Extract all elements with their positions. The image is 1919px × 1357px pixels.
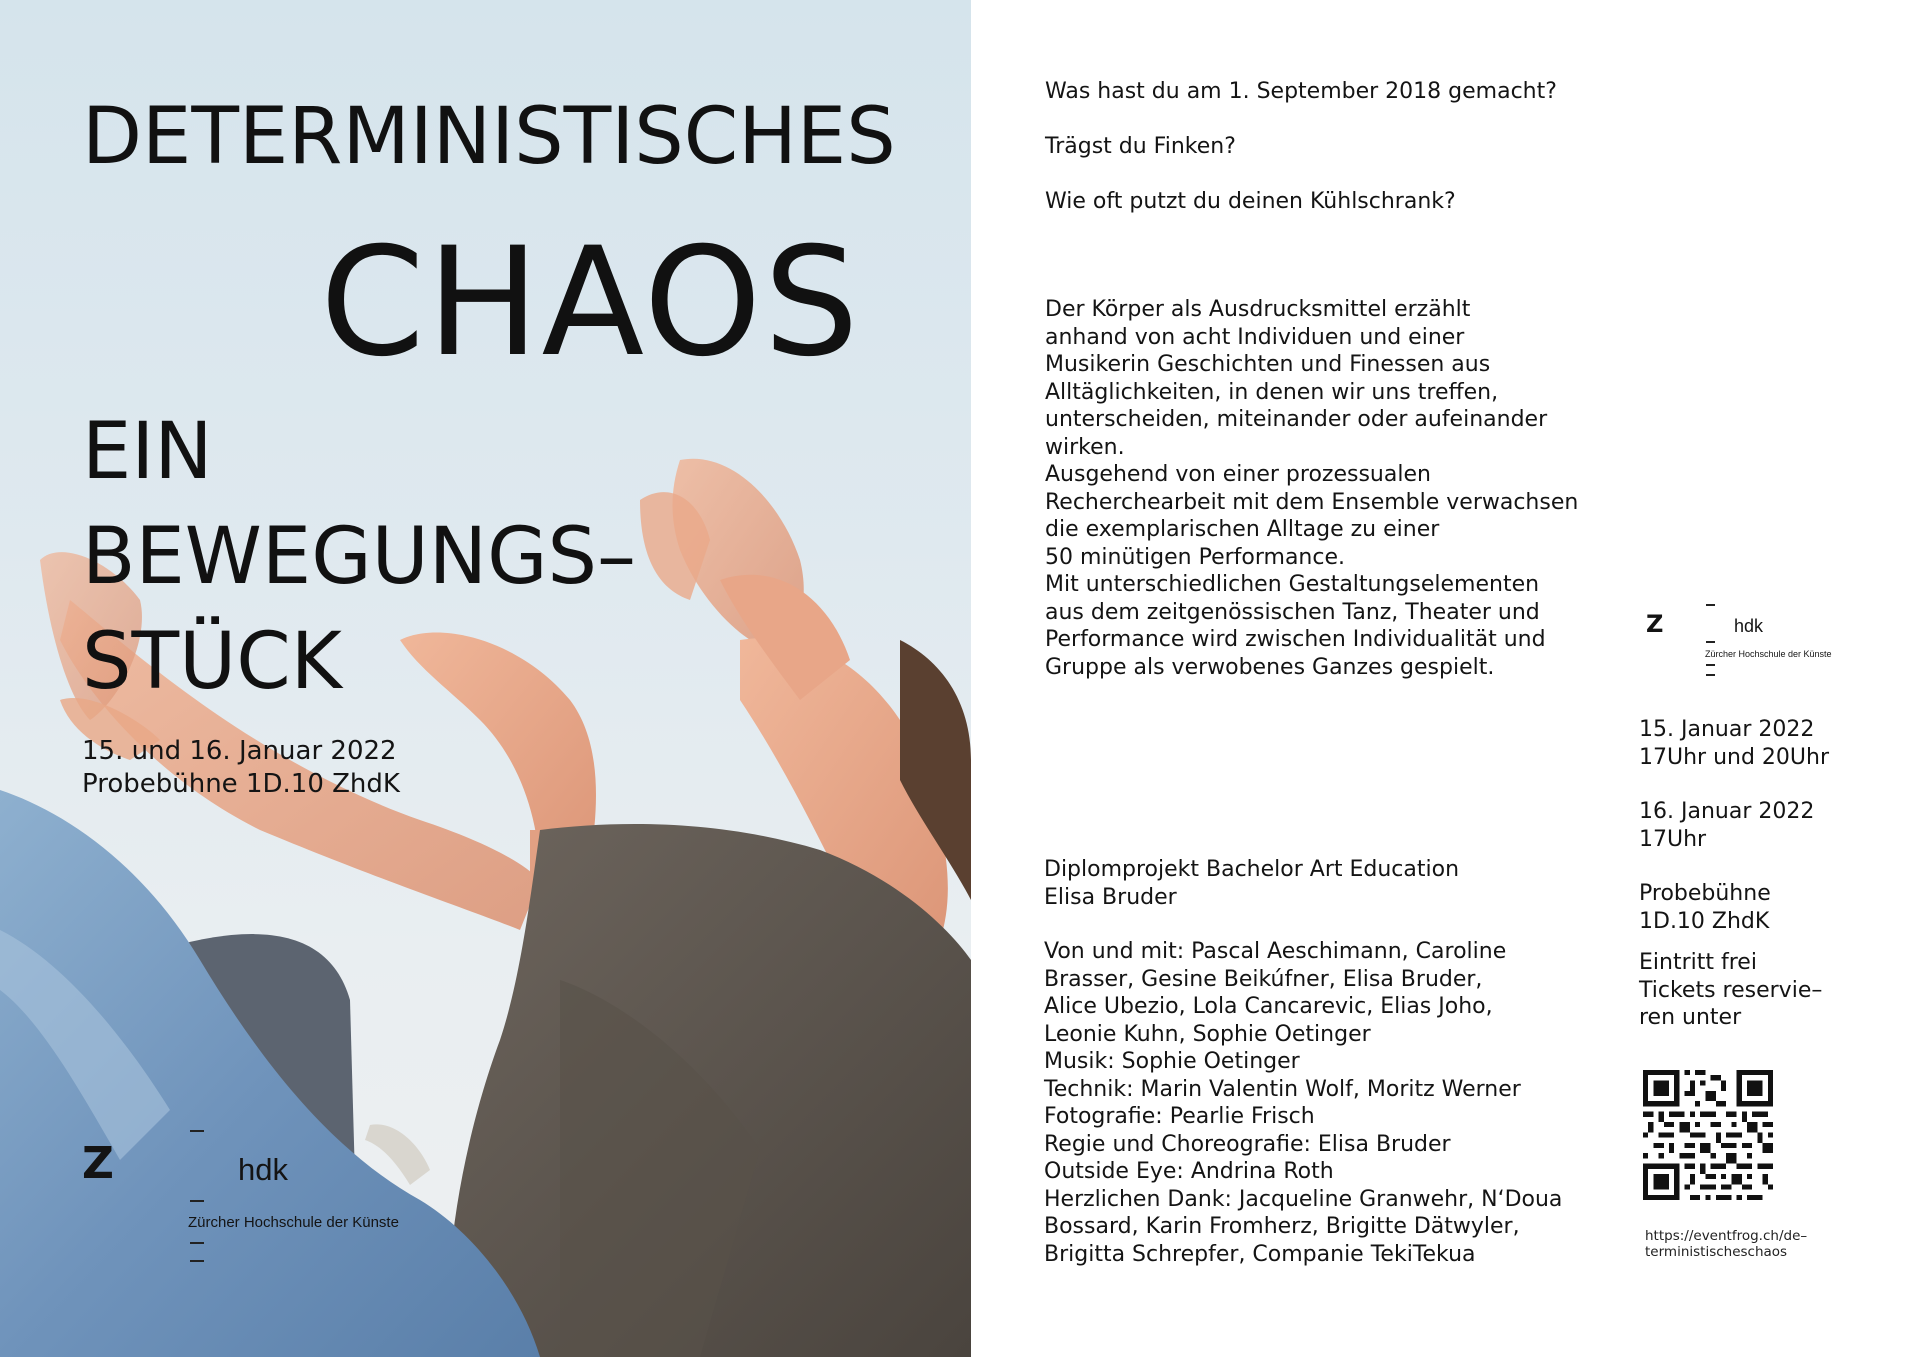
description-line: Musikerin Geschichten und Finessen aus <box>1045 352 1491 377</box>
description-line: 50 minütigen Performance. <box>1045 544 1345 570</box>
venue-line: 1D.10 ZhdK <box>1639 908 1770 934</box>
poster-venue: Probebühne 1D.10 ZhdK <box>82 769 400 799</box>
ticket-url[interactable] <box>1645 1228 1807 1260</box>
title-line-2: CHAOS <box>320 216 861 390</box>
credits-line: Brasser, Gesine Beikúfner, Elisa Bruder, <box>1044 966 1483 992</box>
project-info <box>1044 856 1459 911</box>
description-line: Ausgehend von einer prozessualen <box>1045 462 1431 487</box>
credits-line: Regie und Choreografie: Elisa Bruder <box>1044 1131 1451 1157</box>
description-line: Performance wird zwischen Individualität und <box>1045 627 1546 652</box>
credits-line: Brigitta Schrepfer, Companie TekiTekua <box>1044 1241 1476 1267</box>
venue-block <box>1639 880 1829 935</box>
poster-date: 15. und 16. Januar 2022 <box>82 736 397 766</box>
credits-line: Musik: Sophie Oetinger <box>1044 1049 1300 1074</box>
subtitle-line: STÜCK <box>82 617 342 707</box>
ticket-url-line[interactable]: terministischeschaos <box>1645 1244 1788 1260</box>
question: Wie oft putzt du deinen Kühlschrank? <box>1045 189 1456 214</box>
description-line: unterscheiden, miteinander oder aufeinander <box>1045 407 1548 432</box>
date-block-1 <box>1639 716 1829 771</box>
description-line: Gruppe als verwobenes Ganzes gespielt. <box>1045 654 1495 680</box>
credits-line: Von und mit: Pascal Aeschimann, Caroline <box>1044 939 1507 964</box>
qr-code-icon[interactable] <box>1643 1070 1773 1200</box>
venue-line: Probebühne <box>1639 881 1771 906</box>
zhdk-logo-icon <box>82 1120 442 1270</box>
credits-line: Alice Ubezio, Lola Cancarevic, Elias Joho, <box>1044 994 1493 1019</box>
credits-line: Herzlichen Dank: Jacqueline Granwehr, N‘Doua <box>1044 1186 1563 1212</box>
description-line: aus dem zeitgenössischen Tanz, Theater und <box>1045 599 1540 625</box>
description-line: Mit unterschiedlichen Gestaltungselementen <box>1045 572 1540 597</box>
tickets-block <box>1639 949 1829 1032</box>
logo-name: hdk <box>1734 616 1764 636</box>
tickets-line: ren unter <box>1639 1005 1742 1030</box>
date-times: 17Uhr und 20Uhr <box>1639 744 1830 770</box>
credits-line: Outside Eye: Andrina Roth <box>1044 1159 1334 1184</box>
ticket-url-line[interactable]: https://eventfrog.ch/de– <box>1645 1228 1808 1244</box>
description <box>1045 296 1578 681</box>
tickets-line: Eintritt frei <box>1639 950 1757 975</box>
poster-date-venue <box>82 735 400 801</box>
logo-school: Zürcher Hochschule der Künste <box>188 1214 399 1231</box>
question: Was hast du am 1. September 2018 gemacht? <box>1045 79 1557 104</box>
credits-line: Bossard, Karin Fromherz, Brigitte Dätwyler, <box>1044 1214 1520 1239</box>
credits-line: Fotografie: Pearlie Frisch <box>1044 1104 1315 1129</box>
description-line: anhand von acht Individuen und einer <box>1045 324 1465 350</box>
logo-name: hdk <box>238 1152 288 1187</box>
question: Trägst du Finken? <box>1045 134 1236 159</box>
logo-letter: Z <box>82 1138 114 1189</box>
project-author: Elisa Bruder <box>1044 884 1177 910</box>
description-line: Der Körper als Ausdrucksmittel erzählt <box>1045 297 1471 322</box>
subtitle-line: EIN <box>82 407 213 497</box>
credits-line: Technik: Marin Valentin Wolf, Moritz Werner <box>1044 1076 1521 1102</box>
questions <box>1045 78 1557 216</box>
date-times: 17Uhr <box>1639 826 1707 852</box>
tickets-line: Tickets reservie– <box>1639 977 1823 1003</box>
project-title: Diplomprojekt Bachelor Art Education <box>1044 857 1460 882</box>
description-line: Recherchearbeit mit dem Ensemble verwachsen <box>1045 489 1579 515</box>
title-line-1: DETERMINISTISCHES <box>82 92 896 182</box>
description-line: Alltäglichkeiten, in denen wir uns treffen, <box>1045 379 1499 405</box>
credits <box>1044 938 1562 1268</box>
schedule <box>1639 716 1829 1032</box>
zhdk-logo-icon <box>1646 600 1846 680</box>
date-day: 15. Januar 2022 <box>1639 717 1815 742</box>
date-block-2 <box>1639 798 1829 853</box>
description-line: wirken. <box>1045 434 1125 460</box>
subtitle <box>82 400 782 715</box>
logo-school: Zürcher Hochschule der Künste <box>1705 649 1832 659</box>
date-day: 16. Januar 2022 <box>1639 799 1815 824</box>
credits-line: Leonie Kuhn, Sophie Oetinger <box>1044 1021 1371 1047</box>
description-line: die exemplarischen Alltage zu einer <box>1045 517 1440 542</box>
subtitle-line: BEWEGUNGS– <box>82 512 637 602</box>
logo-letter: Z <box>1646 610 1664 638</box>
